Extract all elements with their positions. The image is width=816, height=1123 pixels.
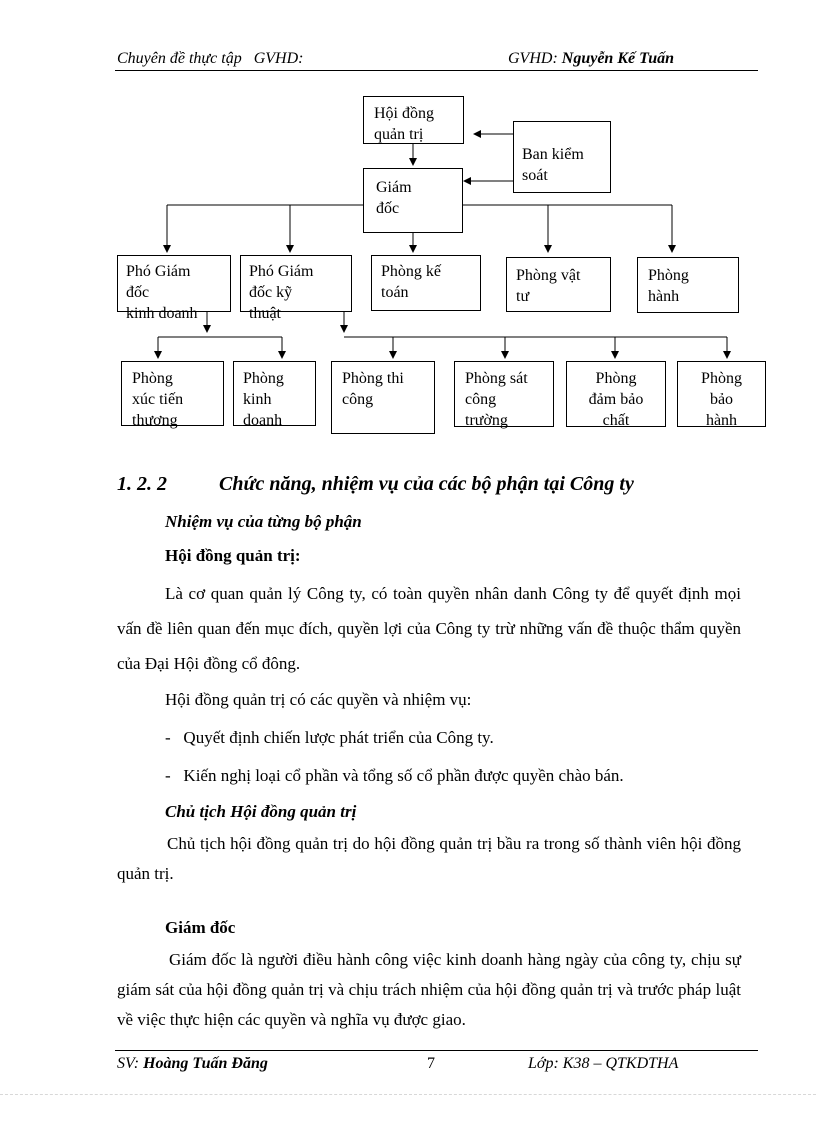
box-ban-kiem-soat xyxy=(513,121,611,193)
box-line: xúc tiến xyxy=(132,391,184,408)
box-pho-giam-doc-kinh-doanh xyxy=(117,255,231,322)
box-line: kinh xyxy=(243,391,272,408)
footer-student-name: Hoàng Tuấn Đăng xyxy=(143,1055,268,1072)
box-line: Phòng kế xyxy=(381,263,441,280)
box-line: Phòng xyxy=(243,370,284,387)
section-heading xyxy=(117,473,634,496)
footer-class: Lớp: K38 – QTKDTHA xyxy=(528,1055,679,1072)
box-line: thuật xyxy=(249,305,281,322)
paragraph-giam-doc: Giám đốc là người điều hành công việc kinh doanh hàng ngày của công ty, chịu sự giám sát của hội đồng quản trị và chịu trách nhiệm của hội đồng quản trị và trước pháp luật về việc thực hiện các quyền và nghĩa vụ được giao. xyxy=(117,950,741,1029)
subheading-nhiem-vu: Nhiệm vụ của từng bộ phận xyxy=(165,512,362,531)
page-bottom-separator xyxy=(0,1094,816,1095)
box-line: đảm bảo xyxy=(588,391,644,408)
paragraph-hdqt-rights: Hội đồng quản trị có các quyền và nhiệm vụ: xyxy=(165,690,472,709)
box-line: Ban kiểm xyxy=(522,146,584,163)
page-number: 7 xyxy=(427,1055,435,1072)
box-line: soát xyxy=(522,167,548,184)
section-title: Chức năng, nhiệm vụ của các bộ phận tại Công ty xyxy=(219,473,634,495)
box-line: Phòng xyxy=(595,370,637,387)
box-phong-giam-sat-cong-truong xyxy=(454,361,554,427)
footer-sv-prefix: SV: xyxy=(117,1055,140,1072)
box-phong-thi-cong xyxy=(331,361,435,434)
header-gvhd-prefix: GVHD: xyxy=(508,50,558,67)
box-line: Phòng xyxy=(132,370,173,387)
body xyxy=(117,508,741,1035)
subheading-giam-doc: Giám đốc xyxy=(165,918,236,937)
bullet-text: Quyết định chiến lược phát triển của Công ty. xyxy=(183,728,494,747)
box-pho-giam-doc-ky-thuat xyxy=(240,255,352,322)
box-line: kinh doanh xyxy=(126,305,198,322)
box-phong-dam-bao-chat-luong xyxy=(566,361,666,427)
box-line: đốc xyxy=(126,284,150,301)
box-line: bảo xyxy=(709,391,734,408)
box-line: hành xyxy=(648,288,680,305)
section-number: 1. 2. 2 xyxy=(117,473,167,495)
box-line: Giám xyxy=(376,179,412,196)
box-line: tư xyxy=(516,288,530,305)
footer-rule xyxy=(115,1050,758,1051)
box-phong-hanh-chinh xyxy=(637,257,739,313)
header-gvhd-label: GVHD: xyxy=(253,50,304,67)
bullet-text: Kiến nghị loại cổ phần và tổng số cổ phần được quyền chào bán. xyxy=(183,766,624,785)
box-line: quản trị xyxy=(374,126,424,143)
box-line: Hội đồng xyxy=(374,105,434,122)
box-line: công xyxy=(342,391,374,408)
bullet-item xyxy=(117,757,741,795)
box-line: công xyxy=(465,391,497,408)
box-phong-ke-toan xyxy=(371,255,481,311)
box-line: Phòng xyxy=(701,370,742,387)
bullet-item xyxy=(117,719,741,757)
box-line: toán xyxy=(381,284,409,301)
box-line: trường xyxy=(465,412,508,429)
subheading-hdqt: Hội đồng quản trị: xyxy=(165,546,301,565)
box-line: đốc xyxy=(376,200,400,217)
box-hoi-dong-quan-tri xyxy=(363,96,464,144)
box-phong-kinh-doanh xyxy=(233,361,316,429)
bullet-mark: - xyxy=(165,728,171,747)
box-line: Phòng vật xyxy=(516,267,581,284)
header-advisor-name: Nguyễn Kế Tuấn xyxy=(561,50,675,67)
box-line: Phòng xyxy=(648,267,689,284)
paragraph-chu-tich: Chủ tịch hội đồng quản trị do hội đồng quản trị bầu ra trong số thành viên hội đồng quản trị. xyxy=(117,834,741,883)
subheading-chu-tich: Chủ tịch Hội đồng quản trị xyxy=(165,802,357,821)
bullet-mark: - xyxy=(165,766,171,785)
box-phong-vat-tu xyxy=(506,257,611,312)
box-phong-bao-hanh xyxy=(677,361,766,427)
box-line: doanh xyxy=(243,412,283,429)
box-line: chất xyxy=(602,412,630,429)
box-line: Phó Giám xyxy=(249,263,314,280)
box-line: Phòng thi xyxy=(342,370,404,387)
box-line: thương xyxy=(132,412,178,429)
box-line: đốc kỹ xyxy=(249,284,293,301)
header-topic: Chuyên đề thực tập xyxy=(117,50,242,67)
box-phong-xuc-tien-thuong-mai xyxy=(121,361,224,429)
paragraph-hdqt-role: Là cơ quan quản lý Công ty, có toàn quyền nhân danh Công ty để quyết định mọi vấn đề liên quan đến mục đích, quyền lợi của Công ty trừ những vấn đề thuộc thẩm quyền của Đại Hội đồng cổ đông. xyxy=(117,584,741,673)
box-line: Phòng sát xyxy=(465,370,528,387)
footer-student xyxy=(117,1055,268,1073)
box-giam-doc xyxy=(363,168,463,233)
box-line: Phó Giám xyxy=(126,263,191,280)
box-line: hành xyxy=(705,412,738,429)
